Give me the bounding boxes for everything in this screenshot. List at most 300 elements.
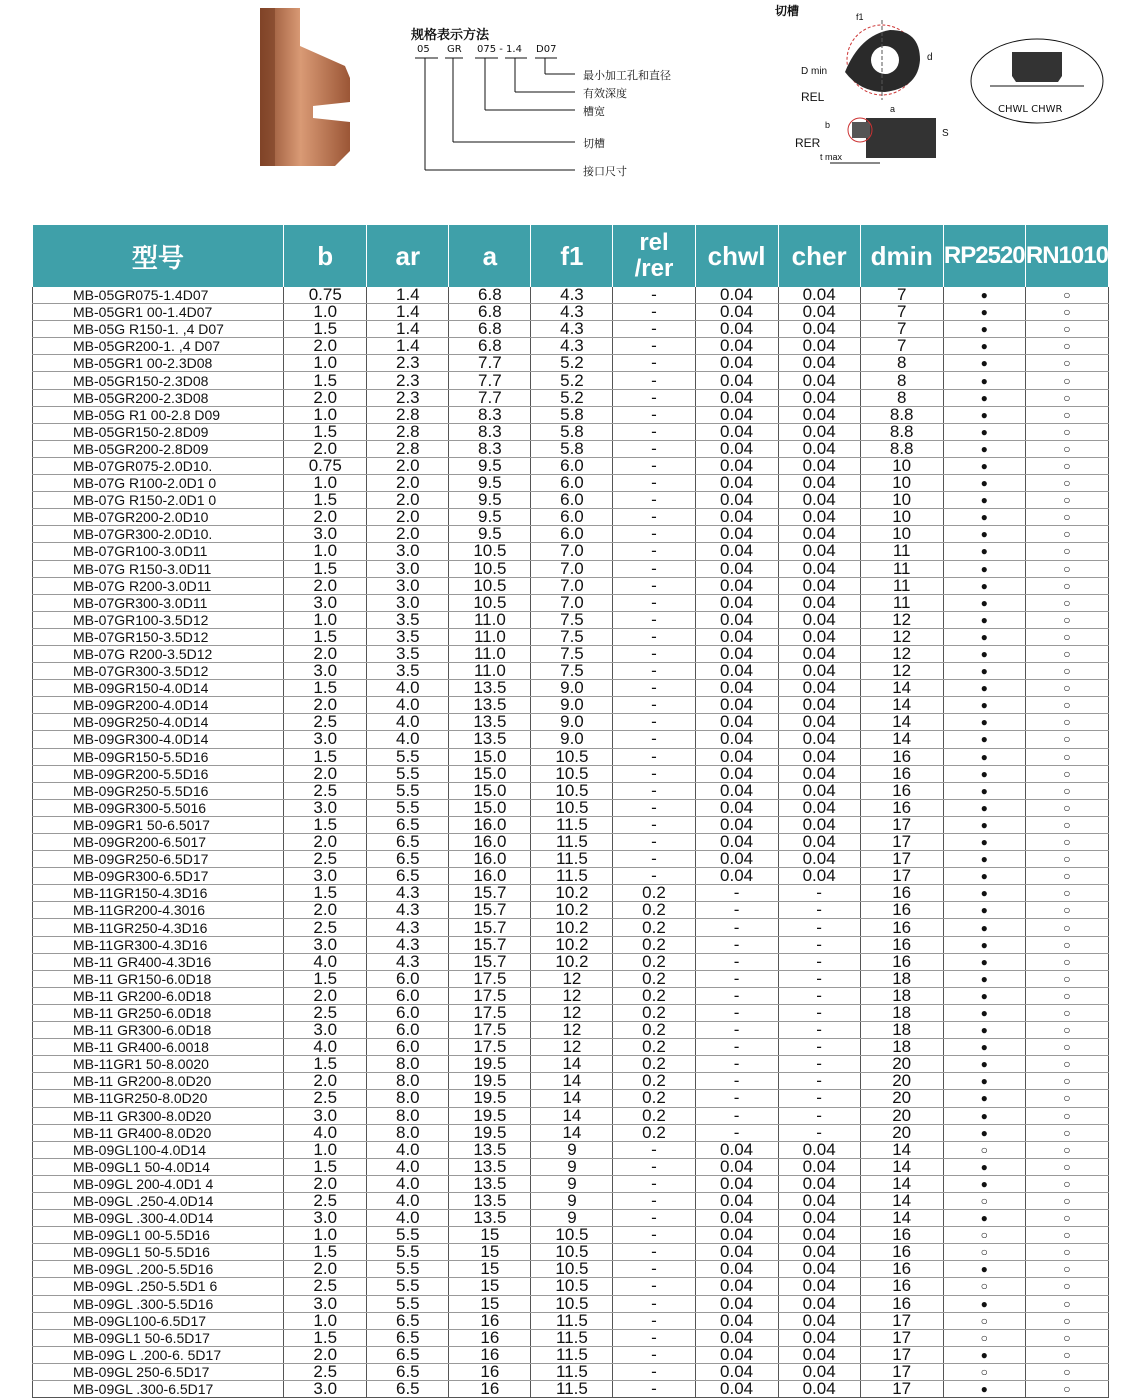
cell-f1: 4.3 <box>531 287 613 304</box>
cell-f1: 10.5 <box>531 1261 613 1278</box>
cell-rn1010: ○ <box>1025 1363 1108 1380</box>
cell-b: 4.0 <box>284 953 367 970</box>
cell-rel-rer: - <box>613 1210 695 1227</box>
cell-rel-rer: - <box>613 868 695 885</box>
table-row <box>33 936 1109 953</box>
table-row <box>33 953 1109 970</box>
cell-b: 2.5 <box>284 1004 367 1021</box>
cell-rn1010: ○ <box>1025 577 1108 594</box>
cell-rel-rer: 0.2 <box>613 1039 695 1056</box>
cell-cher: 0.04 <box>778 1278 860 1295</box>
cell-chwl: 0.04 <box>695 287 778 304</box>
cell-model: MB-11 GR400-8.0D20 <box>33 1124 284 1141</box>
cell-rn1010: ○ <box>1025 423 1108 440</box>
cell-rel-rer: 0.2 <box>613 1073 695 1090</box>
cell-rp2520: ● <box>943 1107 1025 1124</box>
cell-cher: - <box>778 1039 860 1056</box>
cell-a: 16 <box>449 1312 531 1329</box>
table-row <box>33 355 1109 372</box>
cell-ar: 3.5 <box>367 663 449 680</box>
cell-a: 15 <box>449 1261 531 1278</box>
cell-rel-rer: - <box>613 731 695 748</box>
cell-f1: 12 <box>531 1022 613 1039</box>
cell-f1: 7.5 <box>531 611 613 628</box>
cell-dmin: 17 <box>860 1381 943 1398</box>
cell-rp2520: ● <box>943 1261 1025 1278</box>
table-row <box>33 304 1109 321</box>
cell-f1: 10.2 <box>531 919 613 936</box>
cell-model: MB-11GR1 50-8.0020 <box>33 1056 284 1073</box>
cell-cher: - <box>778 953 860 970</box>
cell-cher: 0.04 <box>778 628 860 645</box>
table-row <box>33 748 1109 765</box>
cell-rn1010: ○ <box>1025 1329 1108 1346</box>
cell-ar: 3.0 <box>367 560 449 577</box>
cell-ar: 6.5 <box>367 816 449 833</box>
cell-model: MB-09GL1 50-4.0D14 <box>33 1158 284 1175</box>
cell-cher: 0.04 <box>778 868 860 885</box>
cell-rn1010: ○ <box>1025 748 1108 765</box>
cell-cher: 0.04 <box>778 1261 860 1278</box>
cell-ar: 2.3 <box>367 355 449 372</box>
cell-rn1010: ○ <box>1025 543 1108 560</box>
cell-rn1010: ○ <box>1025 697 1108 714</box>
cell-ar: 2.0 <box>367 475 449 492</box>
cell-f1: 6.0 <box>531 457 613 474</box>
cell-chwl: - <box>695 919 778 936</box>
cell-model: MB-11 GR200-6.0D18 <box>33 987 284 1004</box>
cell-b: 2.0 <box>284 389 367 406</box>
cell-dmin: 12 <box>860 611 943 628</box>
cell-ar: 6.0 <box>367 970 449 987</box>
cell-rn1010: ○ <box>1025 1039 1108 1056</box>
cell-b: 2.0 <box>284 834 367 851</box>
cell-rp2520: ● <box>943 663 1025 680</box>
cell-model: MB-11GR150-4.3D16 <box>33 885 284 902</box>
cell-chwl: 0.04 <box>695 834 778 851</box>
cell-ar: 1.4 <box>367 338 449 355</box>
cell-chwl: - <box>695 987 778 1004</box>
cell-chwl: - <box>695 1073 778 1090</box>
cell-rn1010: ○ <box>1025 919 1108 936</box>
cell-model: MB-11GR200-4.3016 <box>33 902 284 919</box>
cell-f1: 10.5 <box>531 782 613 799</box>
cell-chwl: 0.04 <box>695 663 778 680</box>
cell-rel-rer: - <box>613 816 695 833</box>
table-row <box>33 970 1109 987</box>
table-row <box>33 1381 1109 1398</box>
cell-b: 2.0 <box>284 440 367 457</box>
cell-a: 8.3 <box>449 423 531 440</box>
cell-a: 9.5 <box>449 509 531 526</box>
header-a: a <box>449 225 531 287</box>
cell-rel-rer: - <box>613 543 695 560</box>
cell-rn1010: ○ <box>1025 868 1108 885</box>
cell-a: 7.7 <box>449 355 531 372</box>
cell-chwl: 0.04 <box>695 1210 778 1227</box>
cell-a: 9.5 <box>449 492 531 509</box>
cell-dmin: 10 <box>860 509 943 526</box>
cell-dmin: 16 <box>860 1278 943 1295</box>
cell-f1: 9.0 <box>531 731 613 748</box>
cell-rn1010: ○ <box>1025 663 1108 680</box>
cell-rn1010: ○ <box>1025 1022 1108 1039</box>
cell-f1: 10.2 <box>531 936 613 953</box>
header-rn1010: RN1010 <box>1025 225 1108 287</box>
cell-ar: 4.3 <box>367 936 449 953</box>
cell-rn1010: ○ <box>1025 645 1108 662</box>
cell-b: 1.5 <box>284 816 367 833</box>
cell-rp2520: ● <box>943 953 1025 970</box>
cell-rp2520: ● <box>943 936 1025 953</box>
label-b: b <box>825 120 831 130</box>
cell-f1: 4.3 <box>531 338 613 355</box>
cell-rn1010: ○ <box>1025 338 1108 355</box>
cell-ar: 2.0 <box>367 509 449 526</box>
cell-b: 4.0 <box>284 1039 367 1056</box>
cell-dmin: 10 <box>860 475 943 492</box>
cell-rn1010: ○ <box>1025 1381 1108 1398</box>
cell-cher: 0.04 <box>778 799 860 816</box>
cell-cher: 0.04 <box>778 406 860 423</box>
cell-chwl: 0.04 <box>695 868 778 885</box>
cell-chwl: 0.04 <box>695 372 778 389</box>
cell-a: 8.3 <box>449 440 531 457</box>
cell-b: 2.0 <box>284 509 367 526</box>
cell-chwl: 0.04 <box>695 697 778 714</box>
cell-ar: 6.5 <box>367 1346 449 1363</box>
cell-dmin: 11 <box>860 543 943 560</box>
cell-f1: 14 <box>531 1107 613 1124</box>
cell-chwl: 0.04 <box>695 526 778 543</box>
table-row <box>33 406 1109 423</box>
cell-f1: 12 <box>531 970 613 987</box>
cell-f1: 5.8 <box>531 440 613 457</box>
cell-chwl: - <box>695 885 778 902</box>
cell-rel-rer: - <box>613 475 695 492</box>
cell-b: 1.0 <box>284 406 367 423</box>
cell-a: 9.5 <box>449 526 531 543</box>
cell-chwl: 0.04 <box>695 799 778 816</box>
cell-a: 15.0 <box>449 748 531 765</box>
cell-rp2520: ● <box>943 406 1025 423</box>
cell-dmin: 8 <box>860 355 943 372</box>
cell-f1: 9.0 <box>531 697 613 714</box>
cell-ar: 8.0 <box>367 1073 449 1090</box>
cell-model: MB-09GR200-5.5D16 <box>33 765 284 782</box>
cell-b: 1.5 <box>284 423 367 440</box>
cell-b: 1.5 <box>284 680 367 697</box>
cell-rp2520: ● <box>943 765 1025 782</box>
cell-cher: 0.04 <box>778 748 860 765</box>
cell-b: 2.0 <box>284 645 367 662</box>
spec-label-dmin: 最小加工孔和直径 <box>583 69 671 82</box>
cell-rn1010: ○ <box>1025 1295 1108 1312</box>
cell-cher: 0.04 <box>778 731 860 748</box>
cell-cher: 0.04 <box>778 577 860 594</box>
cell-rp2520: ● <box>943 423 1025 440</box>
cell-b: 3.0 <box>284 526 367 543</box>
cell-f1: 9.0 <box>531 680 613 697</box>
cell-dmin: 14 <box>860 680 943 697</box>
table-row <box>33 1090 1109 1107</box>
cell-rp2520: ○ <box>943 1312 1025 1329</box>
cell-rel-rer: - <box>613 1158 695 1175</box>
cell-rel-rer: - <box>613 1363 695 1380</box>
cell-rel-rer: - <box>613 338 695 355</box>
cell-rn1010: ○ <box>1025 1004 1108 1021</box>
cell-ar: 3.0 <box>367 577 449 594</box>
cell-b: 2.5 <box>284 1192 367 1209</box>
cell-f1: 11.5 <box>531 1363 613 1380</box>
cell-dmin: 8.8 <box>860 406 943 423</box>
cell-rel-rer: - <box>613 1244 695 1261</box>
cell-chwl: 0.04 <box>695 355 778 372</box>
cell-model: MB-11 GR300-6.0D18 <box>33 1022 284 1039</box>
cell-ar: 5.5 <box>367 782 449 799</box>
cell-dmin: 16 <box>860 765 943 782</box>
cell-ar: 6.0 <box>367 1039 449 1056</box>
cell-model: MB-09GR150-4.0D14 <box>33 680 284 697</box>
cell-model: MB-07GR100-3.5D12 <box>33 611 284 628</box>
cell-dmin: 16 <box>860 885 943 902</box>
table-row <box>33 1210 1109 1227</box>
cell-ar: 2.0 <box>367 492 449 509</box>
header-rp2520: RP2520 <box>943 225 1025 287</box>
cell-dmin: 16 <box>860 919 943 936</box>
cell-b: 3.0 <box>284 868 367 885</box>
cell-rn1010: ○ <box>1025 851 1108 868</box>
cell-rp2520: ● <box>943 492 1025 509</box>
cell-cher: 0.04 <box>778 782 860 799</box>
cell-dmin: 11 <box>860 560 943 577</box>
cell-chwl: 0.04 <box>695 1346 778 1363</box>
cell-model: MB-07GR100-3.0D11 <box>33 543 284 560</box>
cell-a: 7.7 <box>449 372 531 389</box>
cell-cher: 0.04 <box>778 389 860 406</box>
cell-cher: 0.04 <box>778 475 860 492</box>
cell-cher: 0.04 <box>778 543 860 560</box>
cell-cher: - <box>778 936 860 953</box>
spec-table-container <box>32 225 1109 1398</box>
cell-rp2520: ● <box>943 1124 1025 1141</box>
chamfer-label: CHWL CHWR <box>998 104 1063 115</box>
label-dmin: D min <box>801 66 828 77</box>
cell-dmin: 10 <box>860 492 943 509</box>
cell-b: 1.5 <box>284 748 367 765</box>
cell-rp2520: ● <box>943 1295 1025 1312</box>
cell-b: 2.0 <box>284 577 367 594</box>
cell-a: 8.3 <box>449 406 531 423</box>
cell-rp2520: ○ <box>943 1278 1025 1295</box>
cell-model: MB-05G R150-1. ,4 D07 <box>33 321 284 338</box>
cell-chwl: 0.04 <box>695 577 778 594</box>
cell-a: 7.7 <box>449 389 531 406</box>
cell-rp2520: ● <box>943 1158 1025 1175</box>
table-row <box>33 509 1109 526</box>
cell-rp2520: ○ <box>943 1227 1025 1244</box>
table-row <box>33 526 1109 543</box>
cell-model: MB-07G R200-3.0D11 <box>33 577 284 594</box>
cell-f1: 6.0 <box>531 509 613 526</box>
spec-table <box>32 225 1109 1398</box>
table-body <box>33 287 1109 1398</box>
spec-code-type: GR <box>447 44 462 55</box>
spec-title: 规格表示方法 <box>411 28 490 43</box>
cell-cher: 0.04 <box>778 680 860 697</box>
table-row <box>33 1346 1109 1363</box>
cell-cher: - <box>778 885 860 902</box>
cell-dmin: 14 <box>860 1192 943 1209</box>
cell-f1: 10.5 <box>531 1244 613 1261</box>
cell-rn1010: ○ <box>1025 1073 1108 1090</box>
cell-ar: 1.4 <box>367 287 449 304</box>
cell-ar: 1.4 <box>367 321 449 338</box>
cell-rp2520: ○ <box>943 1141 1025 1158</box>
cell-a: 15.0 <box>449 799 531 816</box>
cell-cher: - <box>778 970 860 987</box>
cell-ar: 2.8 <box>367 406 449 423</box>
cell-a: 17.5 <box>449 1022 531 1039</box>
cell-ar: 4.0 <box>367 697 449 714</box>
cell-f1: 14 <box>531 1090 613 1107</box>
cell-dmin: 11 <box>860 577 943 594</box>
cell-ar: 4.3 <box>367 885 449 902</box>
cell-a: 6.8 <box>449 287 531 304</box>
cell-model: MB-07GR300-2.0D10. <box>33 526 284 543</box>
header-cher: cher <box>778 225 860 287</box>
cell-rel-rer: - <box>613 509 695 526</box>
cell-a: 16 <box>449 1381 531 1398</box>
cell-dmin: 14 <box>860 1141 943 1158</box>
table-row <box>33 628 1109 645</box>
cell-model: MB-11 GR400-4.3D16 <box>33 953 284 970</box>
header-chwl: chwl <box>695 225 778 287</box>
table-row <box>33 492 1109 509</box>
cell-chwl: - <box>695 902 778 919</box>
cell-a: 15.0 <box>449 782 531 799</box>
cell-model: MB-05GR200-2.3D08 <box>33 389 284 406</box>
cell-cher: - <box>778 1004 860 1021</box>
cell-rel-rer: - <box>613 765 695 782</box>
cell-rel-rer: - <box>613 799 695 816</box>
cell-chwl: - <box>695 1022 778 1039</box>
cell-rel-rer: - <box>613 748 695 765</box>
cell-ar: 8.0 <box>367 1124 449 1141</box>
cell-model: MB-09GL1 00-5.5D16 <box>33 1227 284 1244</box>
cell-b: 2.0 <box>284 987 367 1004</box>
cell-model: MB-09GL .200-5.5D16 <box>33 1261 284 1278</box>
cell-rp2520: ● <box>943 799 1025 816</box>
table-row <box>33 594 1109 611</box>
cell-f1: 5.2 <box>531 372 613 389</box>
cell-dmin: 20 <box>860 1056 943 1073</box>
cell-ar: 3.5 <box>367 611 449 628</box>
cell-rn1010: ○ <box>1025 1175 1108 1192</box>
cell-ar: 4.0 <box>367 731 449 748</box>
cell-rel-rer: - <box>613 1295 695 1312</box>
cell-dmin: 20 <box>860 1107 943 1124</box>
cell-rp2520: ● <box>943 594 1025 611</box>
cell-ar: 4.0 <box>367 1175 449 1192</box>
table-row <box>33 834 1109 851</box>
cell-cher: 0.04 <box>778 1244 860 1261</box>
cell-ar: 3.5 <box>367 645 449 662</box>
cell-f1: 14 <box>531 1073 613 1090</box>
cell-cher: 0.04 <box>778 1227 860 1244</box>
table-row <box>33 475 1109 492</box>
spec-legend <box>405 20 725 190</box>
cell-a: 11.0 <box>449 628 531 645</box>
cell-rn1010: ○ <box>1025 1090 1108 1107</box>
cell-f1: 7.0 <box>531 543 613 560</box>
cell-rn1010: ○ <box>1025 1056 1108 1073</box>
cell-rp2520: ● <box>943 543 1025 560</box>
table-row <box>33 851 1109 868</box>
cell-a: 10.5 <box>449 577 531 594</box>
cell-ar: 8.0 <box>367 1056 449 1073</box>
cell-cher: - <box>778 1124 860 1141</box>
cell-rn1010: ○ <box>1025 902 1108 919</box>
spec-label-interface: 接口尺寸 <box>583 165 627 178</box>
cell-cher: 0.04 <box>778 714 860 731</box>
cell-model: MB-05GR075-1.4D07 <box>33 287 284 304</box>
cell-ar: 6.5 <box>367 1329 449 1346</box>
cell-chwl: - <box>695 970 778 987</box>
cell-chwl: 0.04 <box>695 1244 778 1261</box>
cell-dmin: 14 <box>860 731 943 748</box>
cell-b: 1.0 <box>284 304 367 321</box>
cell-ar: 2.3 <box>367 372 449 389</box>
cell-dmin: 20 <box>860 1073 943 1090</box>
cell-chwl: 0.04 <box>695 389 778 406</box>
label-rel: REL <box>801 90 825 104</box>
table-row <box>33 1039 1109 1056</box>
cell-b: 1.5 <box>284 1329 367 1346</box>
cell-f1: 10.5 <box>531 1278 613 1295</box>
cell-a: 6.8 <box>449 321 531 338</box>
cell-dmin: 16 <box>860 902 943 919</box>
cell-model: MB-07G R150-2.0D1 0 <box>33 492 284 509</box>
cell-cher: 0.04 <box>778 321 860 338</box>
cell-ar: 3.5 <box>367 628 449 645</box>
cell-cher: 0.04 <box>778 611 860 628</box>
cell-dmin: 7 <box>860 287 943 304</box>
cell-cher: 0.04 <box>778 355 860 372</box>
cell-rel-rer: - <box>613 1175 695 1192</box>
cell-f1: 7.0 <box>531 577 613 594</box>
cell-f1: 14 <box>531 1056 613 1073</box>
table-row <box>33 543 1109 560</box>
insert-photo <box>255 6 355 166</box>
cell-rel-rer: - <box>613 645 695 662</box>
grooving-diagram <box>770 0 970 175</box>
cell-f1: 6.0 <box>531 492 613 509</box>
cell-rp2520: ● <box>943 851 1025 868</box>
cell-dmin: 16 <box>860 799 943 816</box>
cell-a: 15 <box>449 1295 531 1312</box>
cell-b: 1.5 <box>284 970 367 987</box>
label-rer: RER <box>795 136 821 150</box>
cell-rel-rer: - <box>613 321 695 338</box>
table-row <box>33 389 1109 406</box>
cell-rel-rer: - <box>613 680 695 697</box>
table-row <box>33 338 1109 355</box>
cell-dmin: 20 <box>860 1124 943 1141</box>
cell-rel-rer: 0.2 <box>613 902 695 919</box>
cell-rn1010: ○ <box>1025 526 1108 543</box>
cell-b: 0.75 <box>284 287 367 304</box>
